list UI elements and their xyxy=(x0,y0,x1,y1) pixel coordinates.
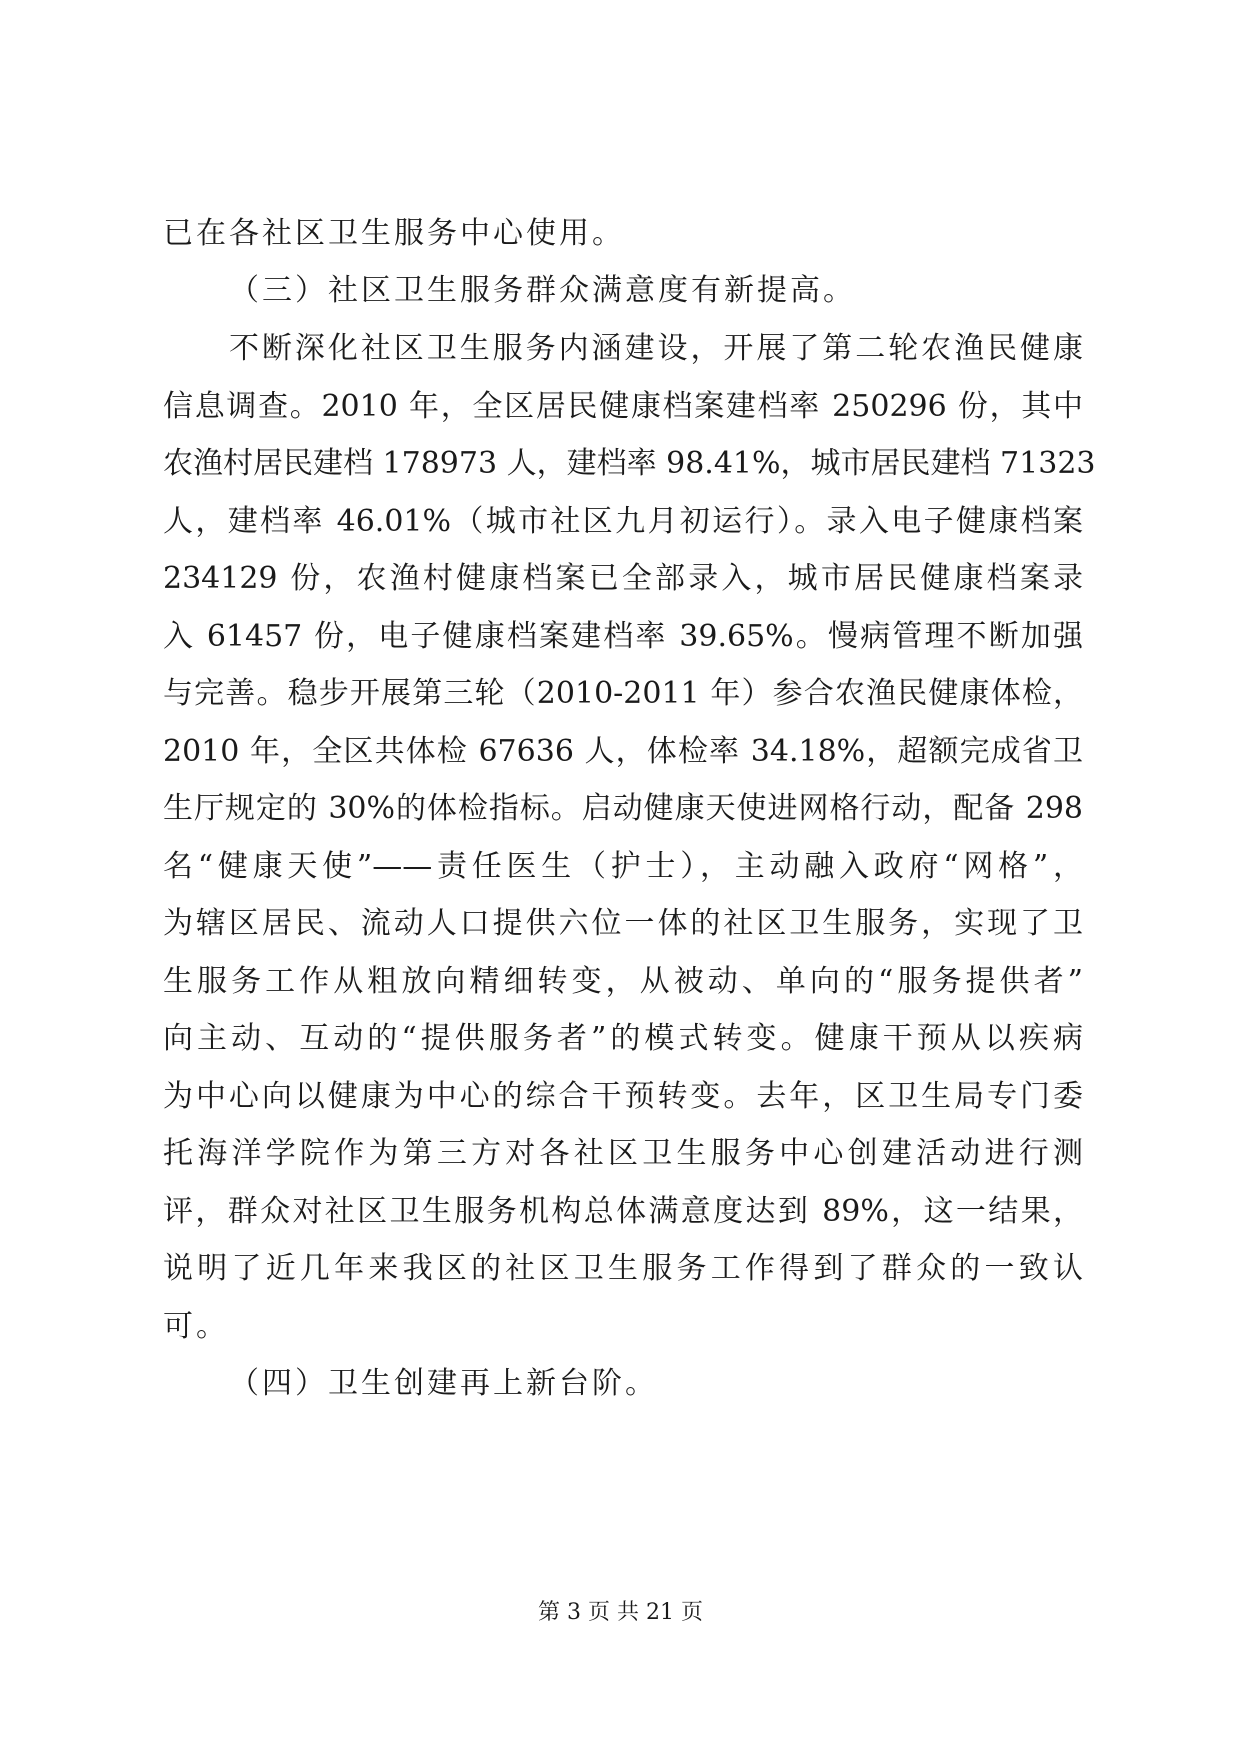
text-line: 2010 年，全区共体检 67636 人，体检率 34.18%，超额完成省卫 xyxy=(163,734,1083,769)
text-line: 信息调查。2010 年，全区居民健康档案建档率 250296 份，其中 xyxy=(163,389,1083,424)
section-heading: （三）社区卫生服务群众满意度有新提高。 xyxy=(229,273,856,308)
text-line: 可。 xyxy=(163,1309,229,1344)
text-line: 生服务工作从粗放向精细转变，从被动、单向的“服务提供者” xyxy=(163,964,1083,999)
section-heading: （四）卫生创建再上新台阶。 xyxy=(229,1366,658,1401)
text-line: 不断深化社区卫生服务内涵建设，开展了第二轮农渔民健康 xyxy=(229,331,1083,366)
text-line: 234129 份，农渔村健康档案已全部录入，城市居民健康档案录 xyxy=(163,561,1083,596)
text-line: 与完善。稳步开展第三轮（2010-2011 年）参合农渔民健康体检， xyxy=(163,676,1083,711)
text-line: 人，建档率 46.01%（城市社区九月初运行）。录入电子健康档案 xyxy=(163,504,1083,539)
text-line: 农渔村居民建档 178973 人，建档率 98.41%，城市居民建档 71323 xyxy=(163,446,1096,481)
text-line: 已在各社区卫生服务中心使用。 xyxy=(163,216,625,251)
text-line: 为中心向以健康为中心的综合干预转变。去年，区卫生局专门委 xyxy=(163,1079,1083,1114)
page-footer: 第 3 页 共 21 页 xyxy=(538,1600,703,1625)
text-line: 说明了近几年来我区的社区卫生服务工作得到了群众的一致认 xyxy=(163,1251,1083,1286)
text-line: 评，群众对社区卫生服务机构总体满意度达到 89%，这一结果， xyxy=(163,1194,1083,1229)
text-line: 托海洋学院作为第三方对各社区卫生服务中心创建活动进行测 xyxy=(163,1136,1083,1171)
text-line: 为辖区居民、流动人口提供六位一体的社区卫生服务，实现了卫 xyxy=(163,906,1083,941)
text-line: 向主动、互动的“提供服务者”的模式转变。健康干预从以疾病 xyxy=(163,1021,1083,1056)
text-line: 入 61457 份，电子健康档案建档率 39.65%。慢病管理不断加强 xyxy=(163,619,1083,654)
text-line: 生厅规定的 30%的体检指标。启动健康天使进网格行动，配备 298 xyxy=(163,791,1083,826)
text-line: 名“健康天使”——责任医生（护士），主动融入政府“网格”， xyxy=(163,849,1083,884)
